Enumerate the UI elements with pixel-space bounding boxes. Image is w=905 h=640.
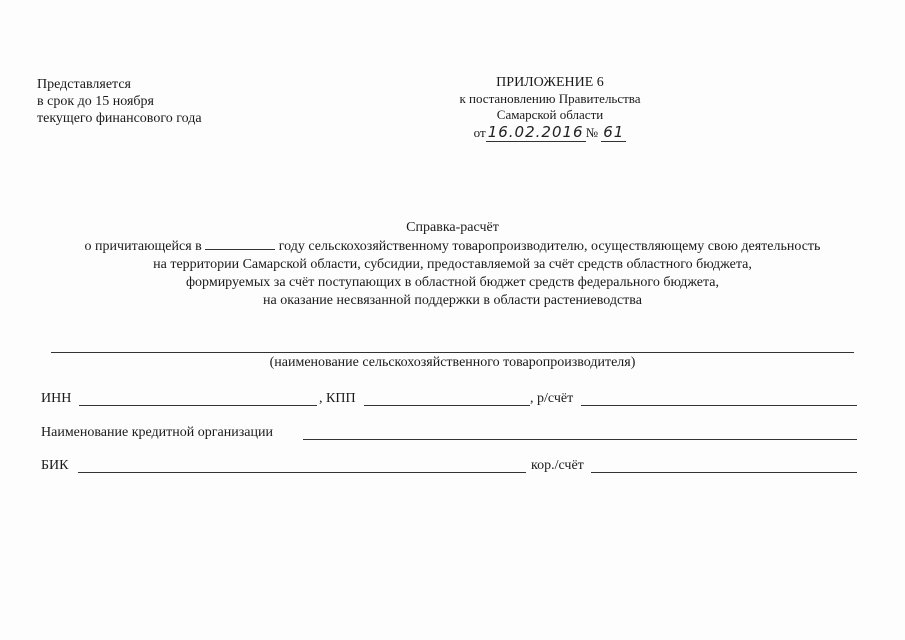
account-label: , р/счёт [530, 391, 574, 406]
kpp-label: , КПП [319, 391, 356, 406]
inn-blank[interactable] [79, 391, 317, 406]
appendix-header [425, 75, 675, 141]
appendix-line-2: Самарской области [496, 107, 604, 122]
date-prefix: от [473, 125, 486, 140]
producer-name-blank[interactable] [51, 352, 854, 353]
submission-note-line-1: Представляется [37, 77, 131, 92]
title-line-1-end: году сельскохозяйственному товаропроизводителю, осуществляющему свою деятельность [278, 239, 821, 254]
submission-note-line-2: в срок до 15 ноября [37, 94, 154, 109]
document-heading: Справка-расчёт [406, 220, 499, 235]
kpp-blank[interactable] [364, 391, 530, 406]
bik-blank[interactable] [78, 458, 526, 473]
year-blank[interactable] [205, 237, 275, 250]
corr-account-blank[interactable] [591, 458, 857, 473]
bik-label: БИК [41, 458, 69, 473]
handwritten-date: 16.02.2016 [487, 123, 584, 141]
title-line-2: на территории Самарской области, субсидии, предоставляемой за счёт средств областного бюджета, [153, 257, 752, 272]
account-blank[interactable] [581, 391, 857, 406]
title-line-1-start: о причитающейся в [84, 239, 202, 254]
title-line-4: на оказание несвязанной поддержки в области растениеводства [263, 293, 642, 308]
inn-label: ИНН [41, 391, 72, 406]
appendix-date-line [425, 124, 675, 141]
submission-note-line-3: текущего финансового года [37, 111, 202, 126]
producer-caption: (наименование сельскохозяйственного товаропроизводителя) [269, 355, 636, 370]
inn-row [41, 391, 861, 409]
corr-account-label: кор./счёт [531, 458, 584, 473]
title-line-3: формируемых за счёт поступающих в областной бюджет средств федерального бюджета, [185, 275, 720, 290]
number-sign: № [585, 125, 598, 140]
bik-row [41, 458, 861, 476]
document-title-block [0, 219, 905, 310]
appendix-line-1: к постановлению Правительства [459, 91, 641, 106]
bank-row [41, 425, 861, 443]
bank-blank[interactable] [303, 425, 857, 440]
submission-note [37, 76, 202, 127]
handwritten-number: 61 [603, 123, 625, 141]
appendix-title: ПРИЛОЖЕНИЕ 6 [496, 75, 604, 90]
title-line-1 [0, 237, 905, 256]
bank-label: Наименование кредитной организации [41, 425, 273, 440]
